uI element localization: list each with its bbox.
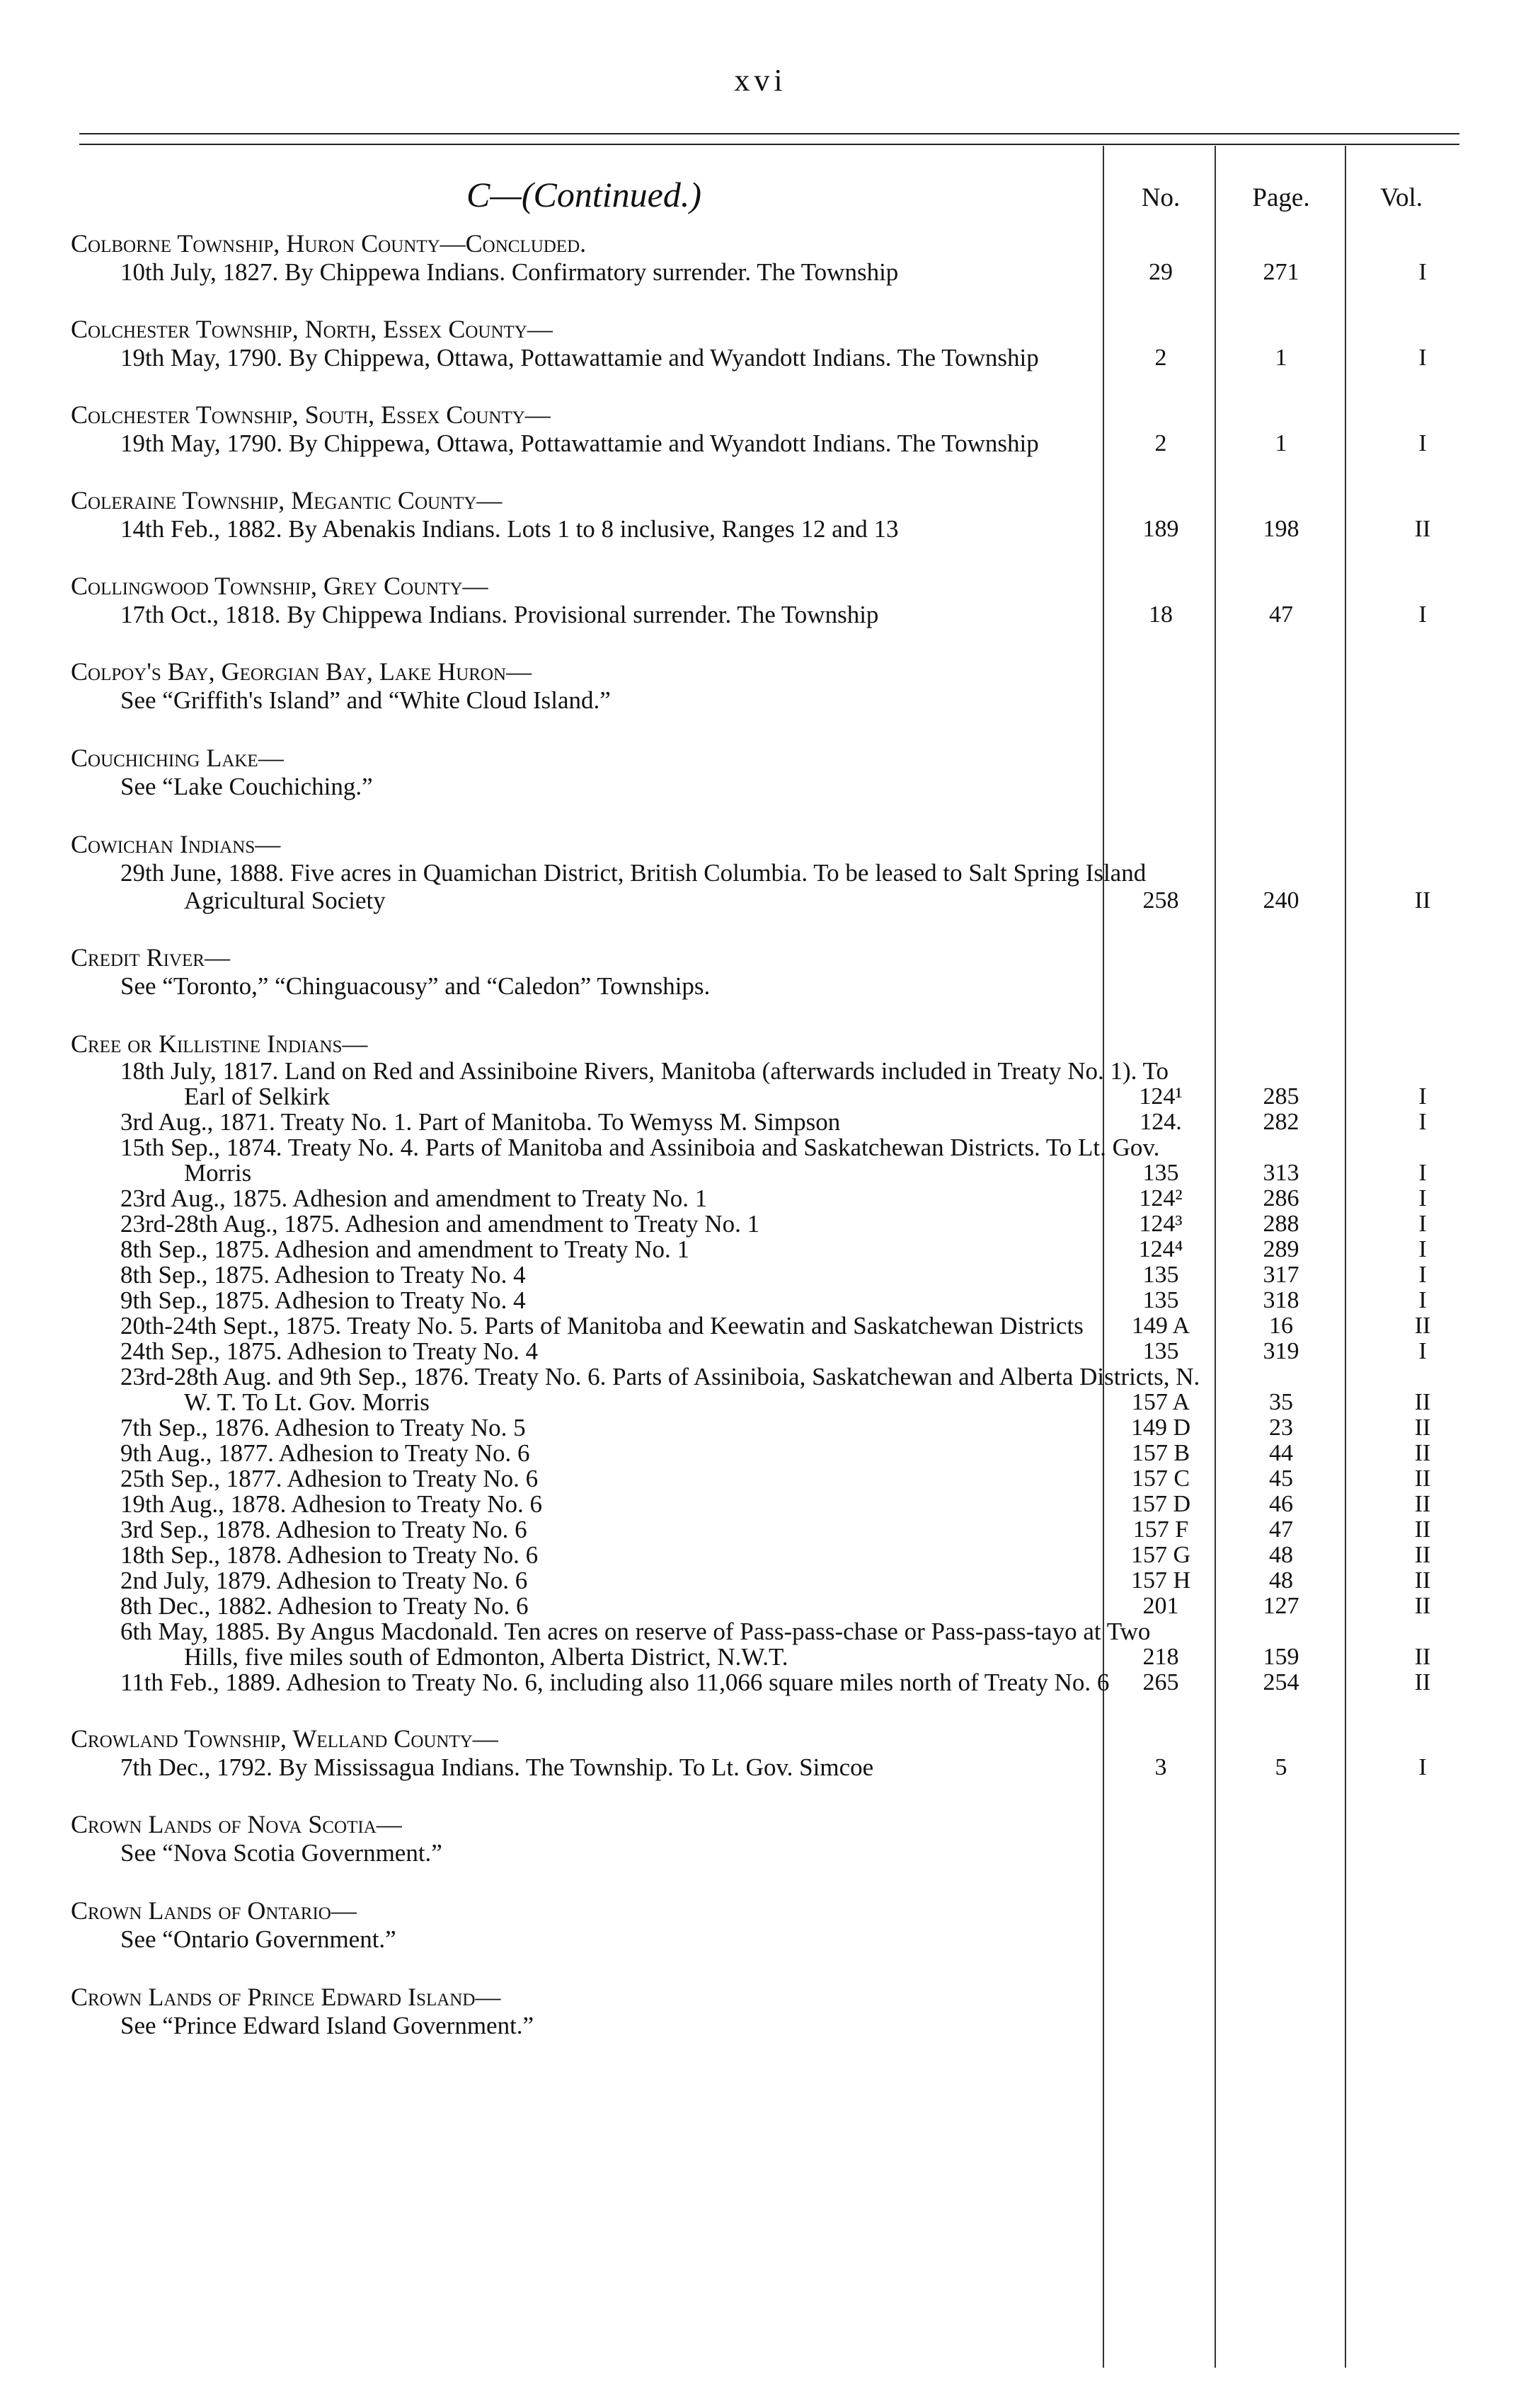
- entry-heading: Collingwood Township, Grey County—: [71, 572, 488, 600]
- item-number: 157 D: [1130, 1491, 1191, 1517]
- item-volume: II: [1414, 1516, 1431, 1543]
- entry-heading: Couchiching Lake—: [71, 744, 284, 772]
- item-text: 3rd Sep., 1878. Adhesion to Treaty No. 6: [120, 1516, 527, 1543]
- item-page: 48: [1269, 1542, 1293, 1568]
- item-number: 157 F: [1132, 1516, 1189, 1543]
- entry-heading: Colpoy's Bay, Georgian Bay, Lake Huron—: [71, 657, 532, 686]
- item-page: 127: [1263, 1593, 1299, 1619]
- entry-item: [71, 344, 1521, 371]
- item-volume: I: [1418, 1211, 1427, 1237]
- entry-item: [71, 1135, 1521, 1186]
- item-number: 157 G: [1130, 1542, 1191, 1568]
- item-volume: II: [1414, 516, 1431, 542]
- item-page: 282: [1263, 1109, 1299, 1135]
- entry-item: [71, 1753, 1521, 1781]
- item-page: 313: [1263, 1160, 1299, 1186]
- item-text: 18th Sep., 1878. Adhesion to Treaty No. 6: [120, 1541, 539, 1569]
- item-page: 16: [1269, 1313, 1293, 1339]
- entry-item: [71, 1059, 1521, 1110]
- item-number: 149 A: [1131, 1313, 1190, 1339]
- entry-heading: Cowichan Indians—: [71, 830, 281, 858]
- item-page: 289: [1263, 1236, 1299, 1262]
- item-text: 23rd-28th Aug. and 9th Sep., 1876. Treaty No. 6. Parts of Assiniboia, Saskatchewan and Alberta Districts, N. W. T. To Lt. Gov. Morris: [120, 1363, 1200, 1416]
- item-volume: I: [1418, 1754, 1427, 1780]
- item-text: 9th Aug., 1877. Adhesion to Treaty No. 6: [120, 1439, 530, 1467]
- item-text: 19th May, 1790. By Chippewa, Ottawa, Pottawattamie and Wyandott Indians. The Township: [120, 344, 1039, 371]
- item-number: 124.: [1140, 1109, 1182, 1135]
- item-page: 285: [1263, 1083, 1299, 1110]
- item-page: 35: [1269, 1389, 1293, 1415]
- item-volume: I: [1418, 601, 1427, 628]
- item-text: 23rd Aug., 1875. Adhesion and amendment to Treaty No. 1: [120, 1185, 708, 1212]
- item-volume: I: [1418, 1160, 1427, 1186]
- item-page: 47: [1269, 601, 1293, 628]
- entry-item: [71, 430, 1521, 457]
- item-number: 189: [1142, 516, 1179, 542]
- index-entry: [71, 1809, 1521, 1867]
- item-volume: I: [1418, 1083, 1427, 1110]
- item-page: 5: [1275, 1754, 1287, 1780]
- index-entry: [71, 400, 1521, 457]
- entry-heading: Crown Lands of Ontario—: [71, 1896, 357, 1925]
- item-number: 18: [1149, 601, 1173, 628]
- item-number: 157 A: [1131, 1389, 1190, 1415]
- item-page: 318: [1263, 1287, 1299, 1313]
- item-number: 157 H: [1130, 1567, 1191, 1594]
- item-page: 45: [1269, 1465, 1293, 1492]
- item-text: 19th May, 1790. By Chippewa, Ottawa, Pottawattamie and Wyandott Indians. The Township: [120, 430, 1039, 457]
- entry-item: [71, 1492, 1521, 1517]
- item-text: 23rd-28th Aug., 1875. Adhesion and amendment to Treaty No. 1: [120, 1210, 760, 1238]
- index-entry: [71, 485, 1521, 543]
- index-entry: [71, 657, 1521, 715]
- entry-item: [71, 1466, 1521, 1492]
- item-page: 159: [1263, 1644, 1299, 1670]
- entry-item: [71, 1211, 1521, 1237]
- entry-heading: Coleraine Township, Megantic County—: [71, 486, 503, 514]
- entry-item: [71, 1110, 1521, 1135]
- index-entry: [71, 571, 1521, 628]
- item-text: 20th-24th Sept., 1875. Treaty No. 5. Parts of Manitoba and Keewatin and Saskatchewan Districts: [120, 1312, 1084, 1340]
- entry-heading: Colchester Township, South, Essex County—: [71, 401, 551, 429]
- entry-item: [71, 1670, 1521, 1695]
- item-text: 3rd Aug., 1871. Treaty No. 1. Part of Manitoba. To Wemyss M. Simpson: [120, 1108, 841, 1136]
- item-number: 124⁴: [1138, 1236, 1183, 1262]
- entry-item: [71, 859, 1521, 914]
- item-page: 44: [1269, 1440, 1293, 1466]
- entry-item: [71, 1364, 1521, 1415]
- item-page: 288: [1263, 1211, 1299, 1237]
- item-text: 10th July, 1827. By Chippewa Indians. Confirmatory surrender. The Township: [120, 258, 899, 286]
- item-text: 15th Sep., 1874. Treaty No. 4. Parts of Manitoba and Assiniboia and Saskatchewan Districts. To Lt. Gov. Morris: [120, 1134, 1160, 1187]
- item-page: 23: [1269, 1415, 1293, 1441]
- entry-item: [71, 1288, 1521, 1313]
- item-page: 286: [1263, 1185, 1299, 1211]
- item-number: 2: [1154, 430, 1167, 456]
- item-number: 135: [1142, 1160, 1179, 1186]
- item-volume: II: [1414, 1593, 1431, 1619]
- item-number: 124²: [1139, 1185, 1183, 1211]
- item-number: 2: [1154, 345, 1167, 371]
- item-page: 317: [1263, 1262, 1299, 1288]
- item-number: 135: [1142, 1287, 1179, 1313]
- index-entry: [71, 229, 1521, 286]
- item-volume: I: [1418, 430, 1427, 456]
- entry-item: [71, 1262, 1521, 1288]
- item-volume: II: [1414, 1567, 1431, 1594]
- index-entry: [71, 1982, 1521, 2040]
- item-text: 29th June, 1888. Five acres in Quamichan District, British Columbia. To be leased to Salt Spring Island Agricultural Society: [120, 859, 1147, 914]
- see-reference: See “Nova Scotia Government.”: [120, 1839, 442, 1867]
- entry-item: [71, 1543, 1521, 1568]
- item-page: 1: [1275, 430, 1287, 456]
- item-volume: I: [1418, 345, 1427, 371]
- item-page: 254: [1263, 1669, 1299, 1695]
- index-entry: [71, 743, 1521, 801]
- entry-item: [71, 1517, 1521, 1543]
- item-text: 6th May, 1885. By Angus Macdonald. Ten acres on reserve of Pass-pass-chase or Pass-pass-tayo at Two Hills, five miles south of Edmonton, Alberta District, N.W.T.: [120, 1618, 1151, 1671]
- entry-heading: Crown Lands of Prince Edward Island—: [71, 1983, 501, 2011]
- item-volume: I: [1418, 1338, 1427, 1364]
- item-volume: II: [1414, 1542, 1431, 1568]
- item-number: 258: [1142, 887, 1179, 914]
- entry-item: [71, 1619, 1521, 1670]
- item-volume: I: [1418, 1236, 1427, 1262]
- column-header-no: No.: [1141, 183, 1181, 212]
- item-text: 9th Sep., 1875. Adhesion to Treaty No. 4: [120, 1286, 526, 1314]
- index-entry: [71, 829, 1521, 914]
- index-entry: [71, 1029, 1521, 1695]
- item-text: 7th Dec., 1792. By Mississagua Indians. The Township. To Lt. Gov. Simcoe: [120, 1753, 874, 1781]
- see-reference: See “Lake Couchiching.”: [120, 773, 373, 800]
- item-volume: II: [1414, 1644, 1431, 1670]
- header-rule-bottom: [79, 144, 1459, 145]
- item-number: 29: [1149, 259, 1173, 285]
- entry-heading: Crown Lands of Nova Scotia—: [71, 1810, 402, 1838]
- item-text: 25th Sep., 1877. Adhesion to Treaty No. 6: [120, 1465, 539, 1492]
- item-volume: I: [1418, 259, 1427, 285]
- entry-heading: Crowland Township, Welland County—: [71, 1724, 498, 1753]
- item-page: 319: [1263, 1338, 1299, 1364]
- entry-heading: Cree or Killistine Indians—: [71, 1030, 368, 1058]
- item-number: 135: [1142, 1262, 1179, 1288]
- entry-heading: Credit River—: [71, 943, 230, 972]
- item-number: 157 B: [1131, 1440, 1190, 1466]
- entry-item: [71, 1186, 1521, 1211]
- item-text: 24th Sep., 1875. Adhesion to Treaty No. 4: [120, 1337, 539, 1365]
- item-number: 124¹: [1139, 1083, 1183, 1110]
- item-number: 265: [1142, 1669, 1179, 1695]
- entry-item: [71, 258, 1521, 286]
- entry-item: [71, 515, 1521, 543]
- item-text: 14th Feb., 1882. By Abenakis Indians. Lots 1 to 8 inclusive, Ranges 12 and 13: [120, 515, 899, 543]
- item-volume: II: [1414, 1669, 1431, 1695]
- entry-item: [71, 1594, 1521, 1619]
- entry-heading: Colborne Township, Huron County—Concluded.: [71, 229, 587, 258]
- entry-item: [71, 1415, 1521, 1441]
- item-volume: II: [1414, 1491, 1431, 1517]
- item-volume: II: [1414, 1415, 1431, 1441]
- item-page: 1: [1275, 345, 1287, 371]
- entry-item: [71, 601, 1521, 628]
- section-title: C—(Continued.): [466, 175, 701, 214]
- item-text: 17th Oct., 1818. By Chippewa Indians. Provisional surrender. The Township: [120, 601, 879, 628]
- index-entry: [71, 1896, 1521, 1954]
- item-text: 2nd July, 1879. Adhesion to Treaty No. 6: [120, 1567, 528, 1594]
- index-entries: [71, 161, 1521, 2068]
- index-entry: [71, 314, 1521, 371]
- item-number: 157 C: [1131, 1465, 1190, 1492]
- item-text: 18th July, 1817. Land on Red and Assiniboine Rivers, Manitoba (afterwards included in Treaty No. 1). To Earl of Selkirk: [120, 1057, 1169, 1110]
- item-number: 149 D: [1130, 1415, 1191, 1441]
- item-page: 48: [1269, 1567, 1293, 1594]
- entry-item: [71, 1339, 1521, 1364]
- item-text: 8th Sep., 1875. Adhesion and amendment to Treaty No. 1: [120, 1235, 689, 1263]
- item-number: 124³: [1139, 1211, 1183, 1237]
- item-page: 47: [1269, 1516, 1293, 1543]
- column-header-page: Page.: [1252, 183, 1310, 212]
- item-volume: I: [1418, 1185, 1427, 1211]
- item-page: 240: [1263, 887, 1299, 914]
- entry-item: [71, 1568, 1521, 1594]
- item-page: 271: [1263, 259, 1299, 285]
- item-text: 8th Sep., 1875. Adhesion to Treaty No. 4: [120, 1261, 526, 1289]
- item-volume: II: [1414, 1389, 1431, 1415]
- item-number: 218: [1142, 1644, 1179, 1670]
- item-number: 3: [1154, 1754, 1167, 1780]
- entry-item: [71, 1441, 1521, 1466]
- see-reference: See “Ontario Government.”: [120, 1925, 396, 1953]
- entry-heading: Colchester Township, North, Essex County—: [71, 315, 553, 343]
- item-text: 7th Sep., 1876. Adhesion to Treaty No. 5: [120, 1414, 526, 1441]
- item-volume: I: [1418, 1109, 1427, 1135]
- item-text: 19th Aug., 1878. Adhesion to Treaty No. 6: [120, 1490, 543, 1518]
- column-header-vol: Vol.: [1380, 183, 1423, 212]
- index-entry: [71, 943, 1521, 1001]
- see-reference: See “Toronto,” “Chinguacousy” and “Caledon” Townships.: [120, 972, 711, 1000]
- item-volume: I: [1418, 1262, 1427, 1288]
- item-volume: II: [1414, 887, 1431, 914]
- entry-item: [71, 1313, 1521, 1339]
- item-number: 135: [1142, 1338, 1179, 1364]
- item-number: 201: [1142, 1593, 1179, 1619]
- item-text: 8th Dec., 1882. Adhesion to Treaty No. 6: [120, 1592, 529, 1620]
- see-reference: See “Prince Edward Island Government.”: [120, 2012, 534, 2039]
- page-number: xvi: [734, 63, 787, 98]
- entry-item: [71, 1237, 1521, 1262]
- item-volume: II: [1414, 1440, 1431, 1466]
- item-volume: II: [1414, 1465, 1431, 1492]
- index-entry: [71, 1724, 1521, 1781]
- item-text: 11th Feb., 1889. Adhesion to Treaty No. 6, including also 11,066 square miles north of Treaty No. 6: [120, 1669, 1110, 1696]
- item-page: 198: [1263, 516, 1299, 542]
- item-volume: I: [1418, 1287, 1427, 1313]
- item-volume: II: [1414, 1313, 1431, 1339]
- item-page: 46: [1269, 1491, 1293, 1517]
- header-rule-top: [79, 133, 1459, 134]
- see-reference: See “Griffith's Island” and “White Cloud Island.”: [120, 686, 611, 714]
